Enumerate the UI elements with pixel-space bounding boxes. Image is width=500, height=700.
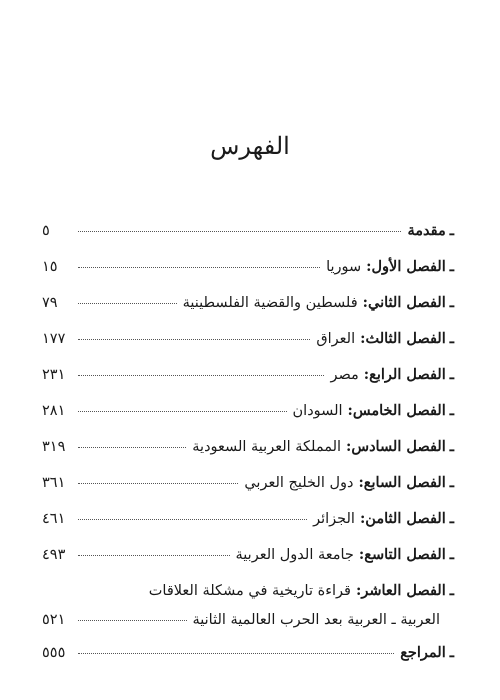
entry-subtitle: جامعة الدول العربية bbox=[235, 547, 354, 563]
entry-label: الفصل الخامس: bbox=[347, 402, 446, 419]
entry-page-number: ٢٣١ bbox=[42, 367, 66, 383]
entry-page-number: ٢٨١ bbox=[42, 403, 66, 419]
entry-page-number: ٥٥٥ bbox=[42, 645, 66, 661]
entry-subtitle-continuation: العربية ـ العربية بعد الحرب العالمية الثانية bbox=[192, 612, 440, 628]
dot-leader bbox=[78, 339, 310, 340]
entry-page-number: ٣٦١ bbox=[42, 475, 66, 491]
toc-entry-introduction bbox=[42, 222, 454, 258]
entry-page-number: ١٥ bbox=[42, 259, 58, 275]
dot-leader bbox=[78, 267, 320, 268]
entry-subtitle: دول الخليج العربي bbox=[244, 475, 354, 491]
entry-line-2 bbox=[42, 612, 454, 644]
entry-bullet: ـ bbox=[449, 222, 454, 239]
toc-entry-chapter-6 bbox=[42, 438, 454, 474]
entry-page-number: ٤٩٣ bbox=[42, 547, 66, 563]
entry-page-number: ٥٢١ bbox=[42, 612, 66, 628]
toc-entry-references bbox=[42, 644, 454, 680]
toc-entry-chapter-2 bbox=[42, 294, 454, 330]
entry-subtitle: فلسطين والقضية الفلسطينية bbox=[182, 295, 358, 311]
dot-leader bbox=[78, 231, 401, 232]
dot-leader bbox=[78, 483, 238, 484]
entry-label: الفصل الأول: bbox=[366, 258, 446, 275]
entry-page-number: ٣١٩ bbox=[42, 439, 66, 455]
toc-entry-chapter-10 bbox=[42, 582, 454, 644]
entry-bullet: ـ bbox=[449, 644, 454, 661]
dot-leader bbox=[78, 303, 177, 304]
entry-label: الفصل الرابع: bbox=[363, 366, 446, 383]
dot-leader bbox=[78, 447, 186, 448]
entry-label: الفصل الثامن: bbox=[359, 510, 446, 527]
entry-line-1 bbox=[42, 582, 454, 612]
dot-leader bbox=[78, 620, 187, 621]
entry-page-number: ١٧٧ bbox=[42, 331, 66, 347]
dot-leader bbox=[78, 519, 307, 520]
toc-entry-chapter-5 bbox=[42, 402, 454, 438]
entry-label: الفصل السابع: bbox=[358, 474, 446, 491]
entry-bullet: ـ bbox=[449, 366, 454, 383]
entry-page-number: ٥ bbox=[42, 223, 50, 239]
entry-label: الفصل السادس: bbox=[346, 438, 446, 455]
entry-subtitle: الجزائر bbox=[313, 511, 355, 527]
entry-label: الفصل التاسع: bbox=[358, 546, 446, 563]
entry-subtitle: قراءة تاريخية في مشكلة العلاقات bbox=[148, 583, 351, 599]
entry-page-number: ٧٩ bbox=[42, 295, 58, 311]
entry-label: مقدمة bbox=[407, 222, 446, 239]
entry-bullet: ـ bbox=[449, 438, 454, 455]
entry-bullet: ـ bbox=[449, 330, 454, 347]
dot-leader bbox=[78, 555, 230, 556]
entry-label: الفصل الثاني: bbox=[362, 294, 446, 311]
toc-entry-chapter-1 bbox=[42, 258, 454, 294]
entry-subtitle: السودان bbox=[292, 403, 343, 419]
entry-bullet: ـ bbox=[449, 582, 454, 599]
toc-entry-chapter-7 bbox=[42, 474, 454, 510]
page-title: الفهرس bbox=[210, 132, 290, 160]
entry-label: الفصل العاشر: bbox=[356, 582, 446, 599]
entry-bullet: ـ bbox=[449, 402, 454, 419]
entry-bullet: ـ bbox=[449, 474, 454, 491]
dot-leader bbox=[78, 653, 394, 654]
entry-subtitle: سوريا bbox=[326, 259, 362, 275]
entry-multiline bbox=[42, 582, 454, 644]
entry-page-number: ٤٦١ bbox=[42, 511, 66, 527]
toc-entry-chapter-8 bbox=[42, 510, 454, 546]
entry-subtitle: مصر bbox=[330, 367, 359, 383]
dot-leader bbox=[78, 375, 324, 376]
toc-entry-chapter-9 bbox=[42, 546, 454, 582]
entry-bullet: ـ bbox=[449, 510, 454, 527]
entry-label: الفصل الثالث: bbox=[360, 330, 446, 347]
entry-label: المراجع bbox=[400, 644, 446, 661]
dot-leader bbox=[78, 411, 287, 412]
entry-subtitle: المملكة العربية السعودية bbox=[192, 439, 342, 455]
entry-bullet: ـ bbox=[449, 546, 454, 563]
entry-bullet: ـ bbox=[449, 258, 454, 275]
table-of-contents bbox=[42, 222, 454, 680]
toc-entry-chapter-4 bbox=[42, 366, 454, 402]
entry-bullet: ـ bbox=[449, 294, 454, 311]
toc-entry-chapter-3 bbox=[42, 330, 454, 366]
entry-subtitle: العراق bbox=[316, 331, 356, 347]
